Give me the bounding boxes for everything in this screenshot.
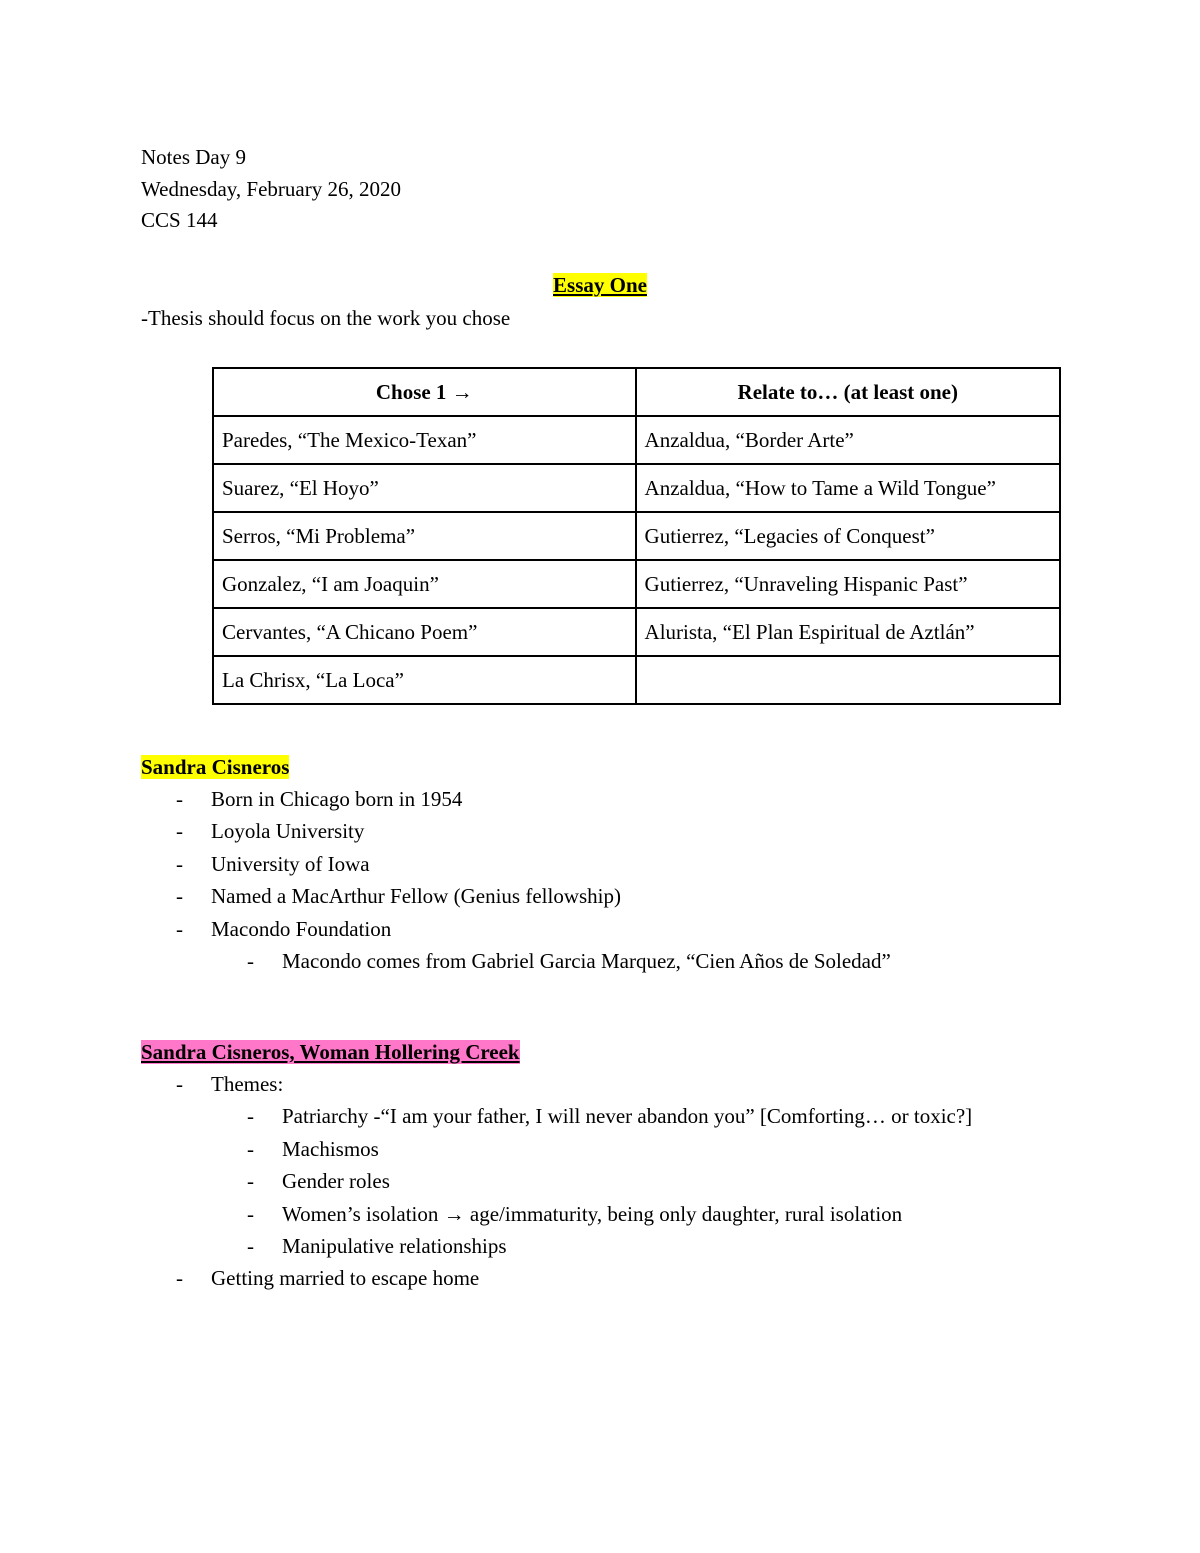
list-item [141,783,891,815]
list-item-text: Patriarchy -“I am your father, I will never abandon you” [Comforting… or toxic?] [282,1104,973,1129]
table-header-relate: Relate to… (at least one) [636,368,1060,416]
list-item-text: Manipulative relationships [282,1234,507,1259]
table-cell-relate: Alurista, “El Plan Espiritual de Aztlán” [636,608,1060,656]
table-row [213,512,1060,560]
list-item [141,1262,972,1294]
woman-hollering-heading-row [141,1036,520,1068]
list-item [141,1198,972,1230]
table-cell-relate [636,656,1060,704]
bullet-dash: - [176,916,183,941]
list-item-text: Themes: [211,1072,284,1096]
table-cell-relate: Anzaldua, “How to Tame a Wild Tongue” [636,464,1060,512]
list-item-text: Getting married to escape home [211,1266,480,1291]
table-cell-chose: Serros, “Mi Problema” [213,512,636,560]
bullet-dash: - [176,851,183,876]
list-item-text: Loyola University [211,819,365,844]
list-item-text: University of Iowa [211,851,370,876]
table-cell-relate: Gutierrez, “Unraveling Hispanic Past” [636,560,1060,608]
bullet-dash: - [247,1104,254,1129]
bullet-dash: - [247,949,254,974]
essay-table [212,367,1061,705]
list-item [141,913,891,945]
thesis-note: -Thesis should focus on the work you chose [141,306,511,330]
bullet-dash: - [176,1072,183,1096]
list-item-text: Named a MacArthur Fellow (Genius fellowship) [211,884,621,909]
table-header-row [213,368,1060,416]
cisneros-heading: Sandra Cisneros [141,755,290,779]
cisneros-heading-row [141,751,289,783]
bullet-dash: - [176,884,183,909]
woman-hollering-list [141,1068,972,1295]
list-item [141,1165,972,1197]
list-item [141,880,891,912]
bullet-dash: - [247,1169,254,1194]
list-item [141,815,891,847]
list-item-text: Gender roles [282,1169,390,1194]
essay-title: Essay One [553,273,647,297]
list-item-text: Born in Chicago born in 1954 [211,787,463,811]
list-item [141,1133,972,1165]
list-item [141,1068,972,1100]
header-date: Wednesday, February 26, 2020 [141,177,401,201]
essay-title-row [0,269,1200,301]
table-header-chose: Chose 1 → [213,368,636,416]
table-row [213,656,1060,704]
bullet-dash: - [176,1266,183,1291]
list-item [141,945,891,977]
bullet-dash: - [176,787,183,811]
table-row [213,416,1060,464]
bullet-dash: - [247,1136,254,1161]
list-item [141,1100,972,1132]
header-course: CCS 144 [141,208,218,232]
table-row [213,608,1060,656]
table-cell-chose: Cervantes, “A Chicano Poem” [213,608,636,656]
table-cell-chose: Suarez, “El Hoyo” [213,464,636,512]
table-cell-relate: Anzaldua, “Border Arte” [636,416,1060,464]
table-row [213,464,1060,512]
table-row [213,560,1060,608]
list-item-text: Machismos [282,1136,379,1161]
list-item-text: Women’s isolation → age/immaturity, being only daughter, rural isolation [282,1201,903,1226]
bullet-dash: - [176,819,183,844]
list-item-text: Macondo Foundation [211,916,392,941]
bullet-dash: - [247,1234,254,1259]
list-item-text: Macondo comes from Gabriel Garcia Marquez, “Cien Años de Soledad” [282,949,891,974]
cisneros-list [141,783,891,977]
woman-hollering-heading: Sandra Cisneros, Woman Hollering Creek [141,1040,520,1064]
table-cell-relate: Gutierrez, “Legacies of Conquest” [636,512,1060,560]
bullet-dash: - [247,1201,254,1226]
table-cell-chose: Paredes, “The Mexico-Texan” [213,416,636,464]
table-cell-chose: Gonzalez, “I am Joaquin” [213,560,636,608]
list-item [141,1230,972,1262]
header-title: Notes Day 9 [141,145,246,169]
table-cell-chose: La Chrisx, “La Loca” [213,656,636,704]
list-item [141,848,891,880]
